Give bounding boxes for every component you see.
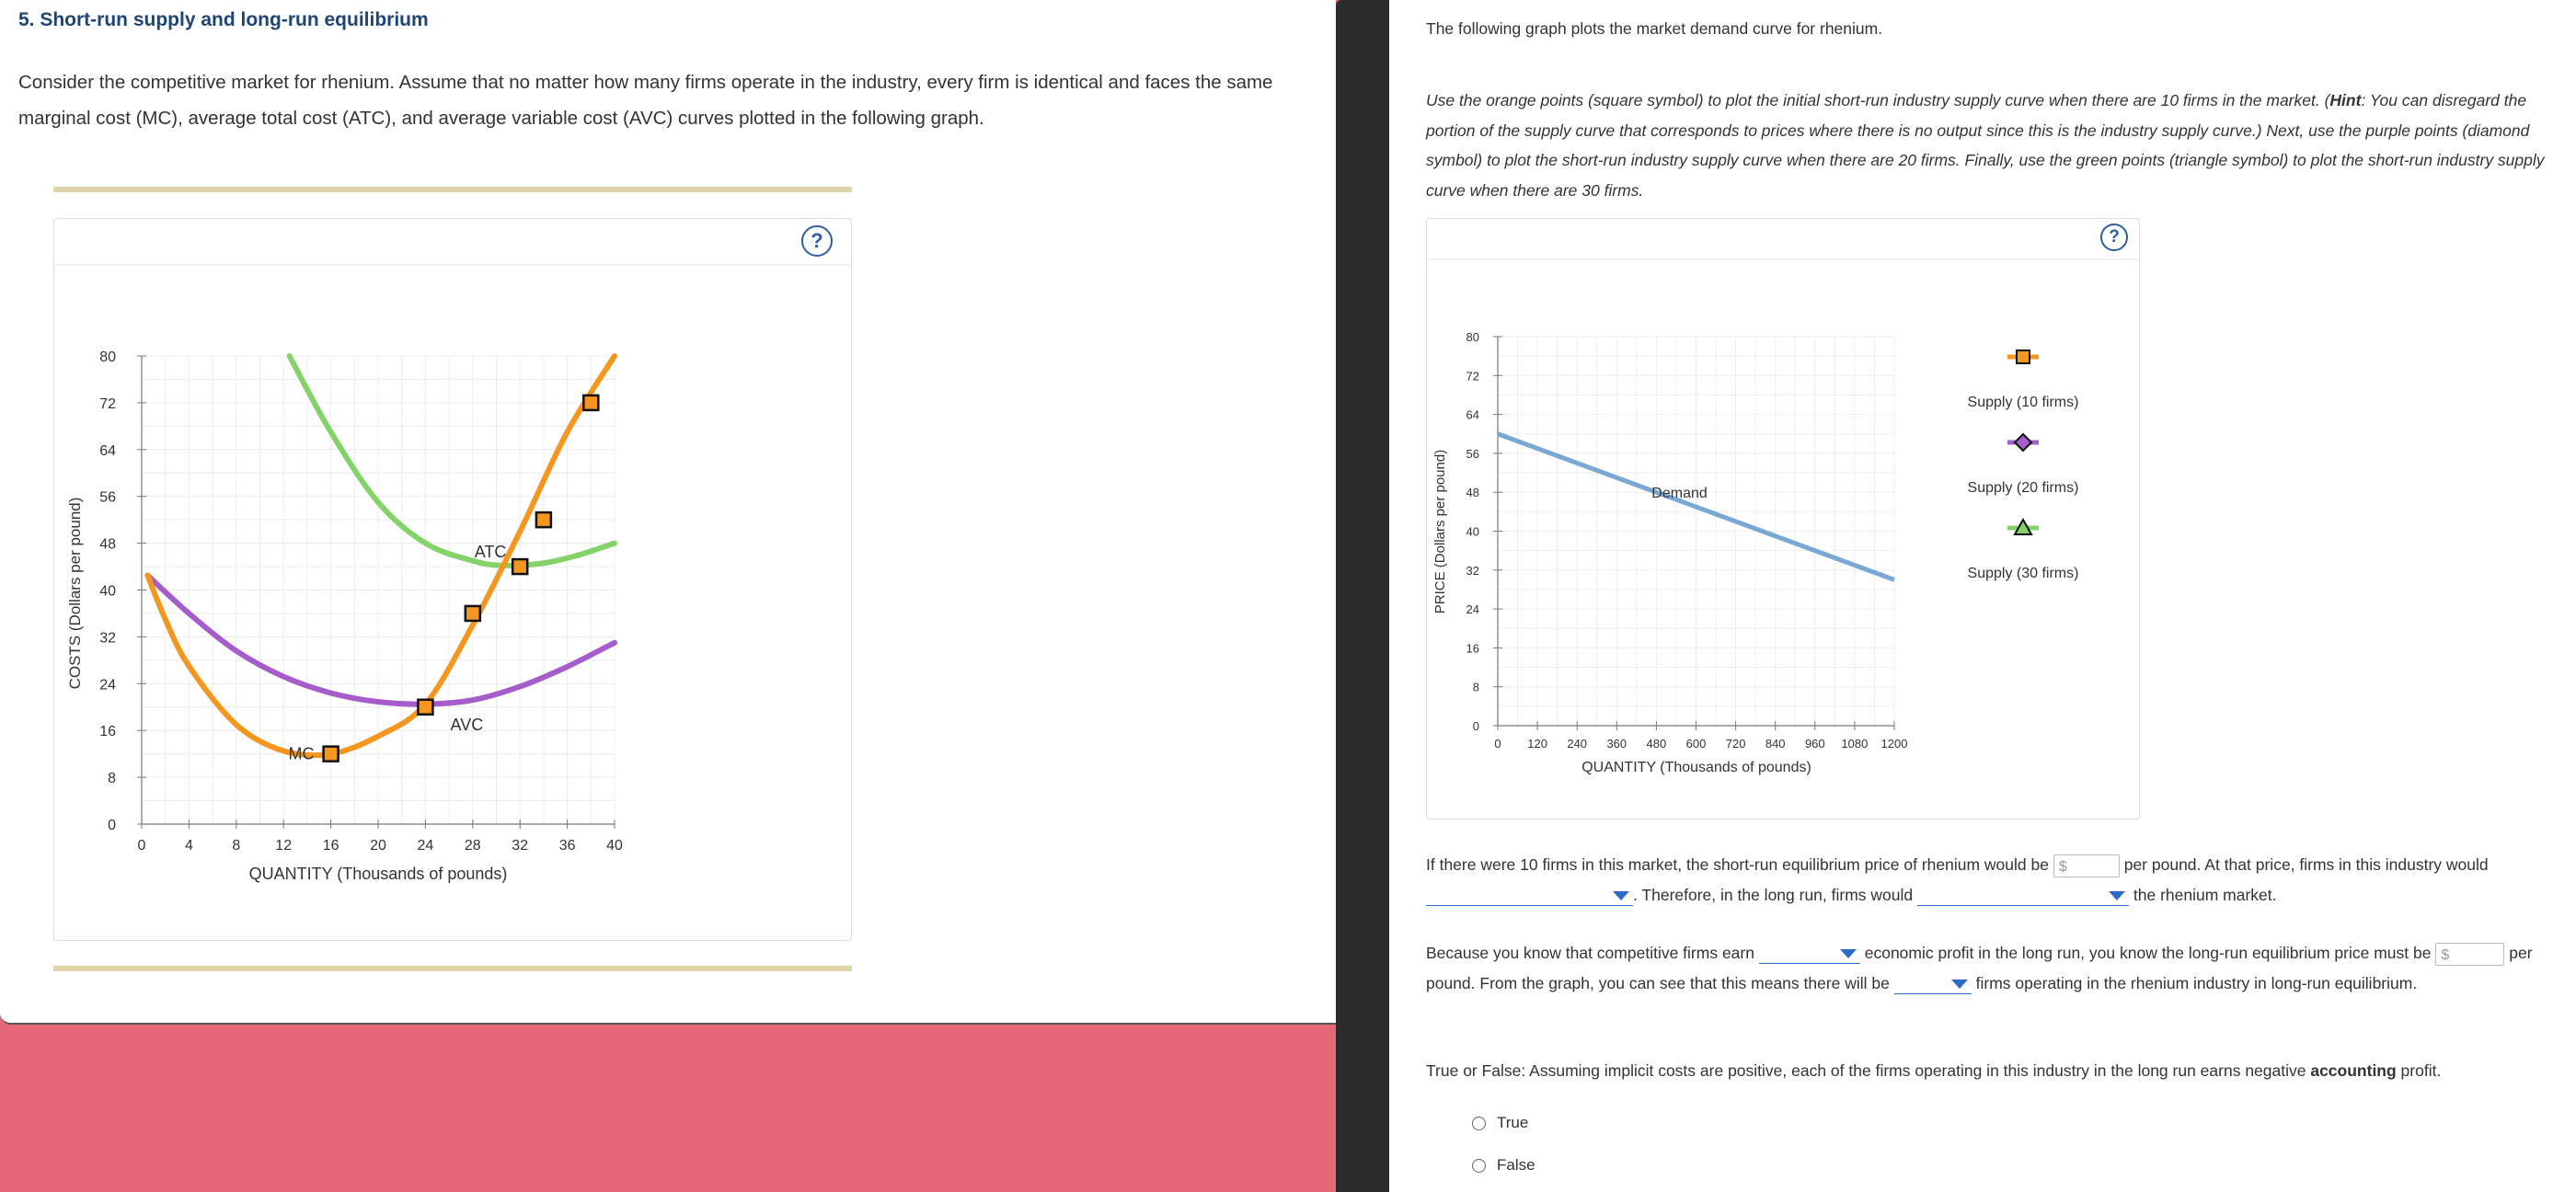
demand-label: Demand [1651, 486, 1708, 502]
y-tick-label: 48 [1466, 486, 1479, 500]
y-tick-label: 48 [99, 536, 116, 553]
radio-true-label: True [1497, 1114, 1529, 1131]
chevron-down-icon [1951, 980, 1968, 989]
x-tick-label: 0 [137, 838, 146, 854]
x-tick-label: 480 [1646, 737, 1667, 751]
x-tick-label: 40 [606, 838, 623, 854]
square-marker-icon[interactable] [2017, 350, 2030, 363]
x-tick-label: 960 [1804, 737, 1825, 751]
x-tick-label: 720 [1725, 737, 1746, 751]
q2-firms-dropdown[interactable] [1894, 974, 1972, 994]
y-tick-label: 8 [108, 771, 116, 787]
y-tick-label: 80 [99, 350, 116, 365]
supply-legend [1968, 350, 2079, 581]
chevron-down-icon [2109, 891, 2125, 900]
divider-bottom [53, 966, 852, 971]
mc-point [583, 395, 598, 410]
q2-text-3: per pound. From the graph, you can see that this means there will be [1426, 944, 2533, 992]
y-tick-label: 24 [1466, 602, 1479, 617]
x-tick-label: 8 [232, 838, 241, 854]
q1-entry-dropdown[interactable] [1917, 886, 2129, 906]
demand-x-axis-label: QUANTITY (Thousands of pounds) [1581, 760, 1811, 775]
help-icon[interactable]: ? [2100, 224, 2128, 251]
q2-profit-dropdown[interactable] [1759, 944, 1860, 964]
x-tick-label: 4 [184, 838, 193, 854]
panel-divider[interactable] [1336, 0, 1389, 1192]
curve-label-atc: ATC [474, 543, 507, 562]
question-intro: Consider the competitive market for rhenium. Assume that no matter how many firms operate in the industry, every firm is identical and faces the same marginal cost (MC), average total cost (ATC), and average variable cost (AVC) curves plotted in the following graph. [18, 72, 1273, 129]
divider-top [53, 187, 852, 192]
x-tick-label: 24 [417, 838, 434, 854]
legend-label: Supply (30 firms) [1967, 566, 2079, 581]
x-tick-label: 1200 [1880, 737, 1908, 751]
atc-curve [290, 356, 615, 566]
mc-point [324, 747, 339, 762]
x-tick-label: 600 [1685, 737, 1707, 751]
q1-text-3: . Therefore, in the long run, firms would [1633, 885, 1914, 904]
y-tick-label: 40 [99, 583, 116, 600]
mc-point [512, 559, 527, 574]
x-tick-label: 360 [1606, 737, 1627, 751]
y-tick-label: 16 [99, 724, 116, 740]
graph-instructions [1426, 86, 2548, 205]
instructions-part-2: : You can disregard the portion of the supply curve that corresponds to prices where there is no output since this is the industry supply curve.) Next, use the purple points (diamond symbol) to plot the short-run industry supply curve when there are 20 firms. Finally, use the green points (triangle symbol) to plot the short-run industry supply curve when there are 30 firms. [1426, 91, 2545, 200]
cost-x-axis-label: QUANTITY (Thousands of pounds) [248, 865, 508, 883]
curve-label-avc: AVC [450, 715, 484, 734]
x-tick-label: 12 [275, 838, 293, 854]
legend-item-diamond[interactable] [1968, 434, 2079, 496]
radio-true[interactable] [1472, 1114, 1528, 1132]
q2-text-4: firms operating in the rhenium industry in long-run equilibrium. [1975, 973, 2418, 992]
tf-text-1: True or False: Assuming implicit costs are positive, each of the firms operating in this industry in the long run earns negative [1426, 1061, 2311, 1080]
x-tick-label: 0 [1494, 737, 1501, 751]
question-title: 5. Short-run supply and long-run equilibrium [18, 9, 429, 30]
x-tick-label: 20 [370, 838, 386, 854]
q2-text-1: Because you know that competitive firms earn [1426, 944, 1754, 962]
tf-text-bold: accounting [2310, 1061, 2397, 1080]
radio-false-label: False [1497, 1156, 1535, 1174]
q1-price-input[interactable]: $ [2053, 854, 2120, 877]
demand-y-axis-label: PRICE (Dollars per pound) [1432, 449, 1448, 614]
tf-prompt [1426, 1056, 2553, 1086]
demand-axes [1466, 330, 1908, 751]
mc-point [418, 700, 432, 715]
x-tick-label: 36 [558, 838, 576, 854]
demand-chart [1427, 219, 2139, 819]
q1-profit-dropdown[interactable] [1426, 886, 1633, 906]
x-tick-label: 240 [1567, 737, 1588, 751]
graph-intro: The following graph plots the market demand curve for rhenium. [1426, 19, 1883, 38]
x-tick-label: 32 [512, 838, 529, 854]
right-panel [1389, 0, 2576, 1192]
y-tick-label: 32 [99, 630, 116, 647]
curve-label-mc: MC [288, 744, 315, 763]
y-tick-label: 64 [99, 442, 116, 459]
y-tick-label: 72 [1466, 369, 1479, 384]
instructions-hint: Hint [2329, 91, 2362, 109]
cost-chart [54, 219, 851, 940]
chevron-down-icon [1840, 949, 1857, 958]
help-icon[interactable]: ? [801, 225, 833, 257]
q2-price-input[interactable]: $ [2435, 943, 2504, 966]
q1-text-1: If there were 10 firms in this market, the short-run equilibrium price of rhenium would be [1426, 855, 2049, 874]
question-1 [1426, 850, 2553, 910]
mc-point [536, 512, 551, 527]
demand-graph-card [1426, 218, 2140, 820]
cost-graph-card [53, 218, 852, 941]
x-tick-label: 1080 [1841, 737, 1869, 751]
y-tick-label: 32 [1466, 563, 1479, 578]
x-tick-label: 28 [464, 838, 481, 854]
cost-series [147, 356, 615, 755]
legend-item-triangle[interactable] [1968, 520, 2079, 581]
y-tick-label: 40 [1466, 524, 1479, 539]
q2-text-2: economic profit in the long run, you know the long-run equilibrium price must be [1864, 944, 2432, 962]
y-tick-label: 56 [99, 489, 116, 506]
y-tick-label: 80 [1466, 330, 1479, 344]
q1-text-4: the rhenium market. [2133, 885, 2277, 904]
cost-y-axis-label: COSTS (Dollars per pound) [66, 497, 84, 690]
mc-point [466, 606, 480, 621]
radio-circle[interactable] [1472, 1117, 1486, 1130]
left-panel [0, 0, 1336, 1025]
radio-false[interactable] [1472, 1156, 1535, 1175]
y-tick-label: 24 [99, 677, 116, 693]
question-2 [1426, 938, 2553, 998]
x-tick-label: 16 [322, 838, 339, 854]
y-tick-label: 0 [108, 818, 116, 833]
x-tick-label: 840 [1765, 737, 1786, 751]
chevron-down-icon [1613, 891, 1629, 900]
q1-text-2: per pound. At that price, firms in this industry would [2123, 855, 2489, 874]
instructions-part-1: Use the orange points (square symbol) to plot the initial short-run industry supply curve when there are 10 firms in the market. ( [1426, 91, 2330, 109]
y-tick-label: 0 [1472, 719, 1479, 733]
y-tick-label: 56 [1466, 446, 1479, 461]
y-tick-label: 64 [1466, 407, 1479, 422]
legend-label: Supply (10 firms) [1967, 395, 2079, 410]
y-tick-label: 72 [99, 395, 116, 412]
x-tick-label: 120 [1527, 737, 1547, 751]
y-tick-label: 16 [1466, 641, 1479, 656]
mc-curve [147, 356, 615, 755]
tf-text-2: profit. [2396, 1061, 2442, 1080]
diamond-marker-icon[interactable] [2015, 434, 2031, 451]
cost-grid [54, 265, 851, 824]
avc-curve [147, 576, 615, 705]
legend-label: Supply (20 firms) [1967, 480, 2079, 496]
legend-item-square[interactable] [1968, 350, 2079, 410]
y-tick-label: 8 [1472, 680, 1479, 694]
radio-circle[interactable] [1472, 1159, 1486, 1173]
